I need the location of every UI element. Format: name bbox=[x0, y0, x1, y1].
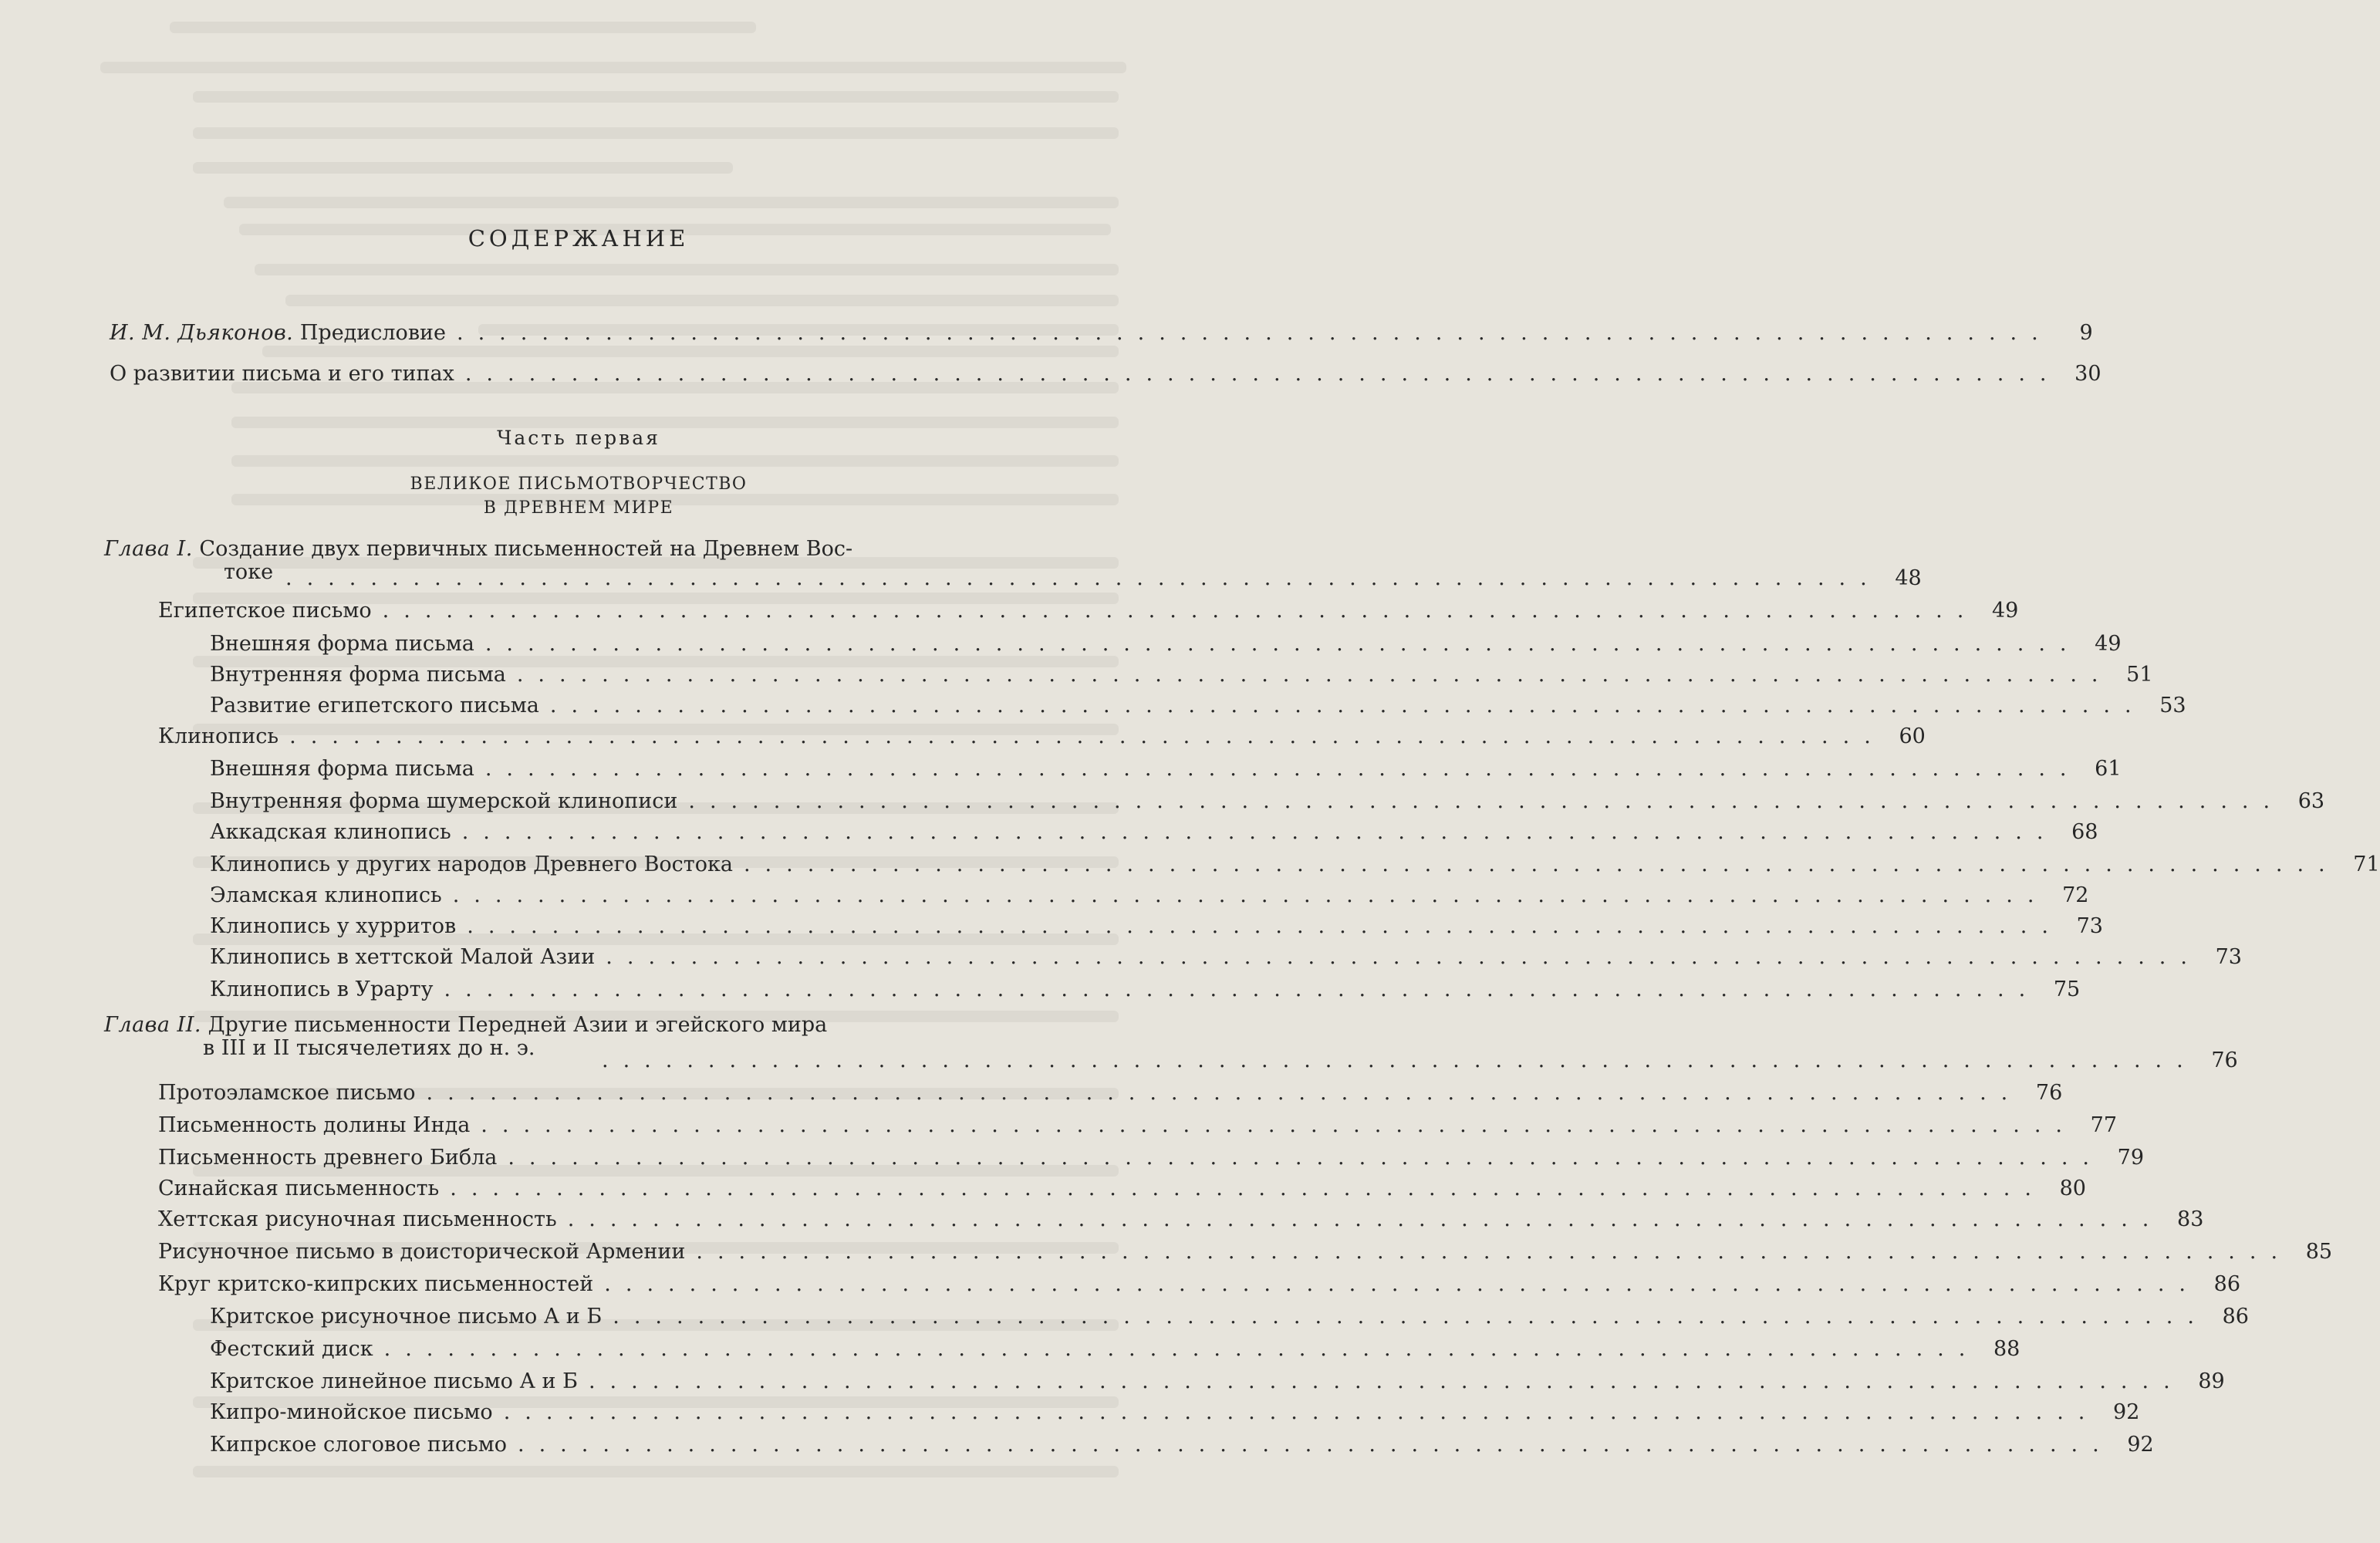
entry-title: Критское линейное письмо А и Б bbox=[210, 1369, 578, 1393]
chapter-title-line2: в III и II тысячелетиях до н. э. bbox=[203, 1036, 535, 1060]
dot-leader: ........................................................................... bbox=[613, 1305, 2209, 1329]
toc-entry bbox=[158, 599, 2019, 623]
entry-title: Кипро-минойское письмо bbox=[210, 1400, 493, 1424]
entry-title: Внешняя форма письма bbox=[210, 757, 474, 781]
toc-entry bbox=[158, 724, 1926, 748]
dot-leader: ........................................................................... bbox=[289, 724, 1885, 748]
dot-leader: ........................................................................... bbox=[503, 1400, 2100, 1424]
toc-entry bbox=[210, 1400, 2140, 1424]
page-number: 88 bbox=[1993, 1337, 2020, 1361]
page-number: 71 bbox=[2353, 853, 2380, 876]
toc-entry bbox=[210, 883, 2089, 907]
chapter-title-line1: Создание двух первичных письменностей на Древнем Вос- bbox=[199, 537, 853, 561]
page-number: 49 bbox=[1992, 599, 2019, 623]
page-number: 73 bbox=[2076, 914, 2103, 938]
dot-leader: ........................................................................... bbox=[588, 1369, 2185, 1393]
dot-leader: ........................................................................... bbox=[481, 1113, 2077, 1137]
toc-entry bbox=[210, 663, 2153, 687]
dot-leader: ........................................................................... bbox=[382, 599, 1979, 623]
entry-title: Внутренняя форма шумерской клинописи bbox=[210, 789, 678, 813]
page-number: 53 bbox=[2159, 694, 2186, 717]
page-heading: СОДЕРЖАНИЕ bbox=[468, 225, 690, 252]
page-number: 72 bbox=[2062, 883, 2089, 907]
page-number: 76 bbox=[2211, 1048, 2238, 1072]
part-title-line2: В ДРЕВНЕМ МИРЕ bbox=[483, 498, 674, 518]
entry-title: Письменность древнего Библа bbox=[158, 1146, 498, 1170]
dot-leader: ........................................................................... bbox=[461, 820, 2058, 844]
toc-entry bbox=[158, 1240, 2333, 1264]
entry-title: Клинопись в Урарту bbox=[210, 977, 434, 1001]
chapter-title-line2: токе bbox=[224, 560, 274, 584]
entry-title: Круг критско-кипрских письменностей bbox=[158, 1272, 594, 1296]
entry-title: Фестский диск bbox=[210, 1337, 373, 1361]
dot-leader: ........................................................................... bbox=[606, 945, 2202, 969]
page-number: 9 bbox=[2079, 321, 2093, 345]
toc-entry bbox=[210, 945, 2242, 969]
part-label: Часть первая bbox=[497, 427, 660, 449]
toc-entry bbox=[210, 977, 2081, 1001]
toc-entry bbox=[158, 1177, 2086, 1200]
entry-title: Кипрское слоговое письмо bbox=[210, 1433, 508, 1457]
page-number: 77 bbox=[2090, 1113, 2117, 1137]
page-number: 30 bbox=[2074, 362, 2101, 386]
chapter-prefix: Глава II. bbox=[104, 1013, 201, 1037]
toc-entry bbox=[210, 757, 2122, 781]
entry-title: Эламская клинопись bbox=[210, 883, 442, 907]
toc-chapter-2-page-row bbox=[602, 1048, 2238, 1072]
toc-entry bbox=[210, 789, 2325, 813]
toc-entry bbox=[158, 1146, 2145, 1170]
preface-title: Предисловие bbox=[299, 321, 446, 345]
chapter-prefix: Глава I. bbox=[104, 537, 193, 561]
page-number: 61 bbox=[2095, 757, 2122, 781]
page-number: 49 bbox=[2095, 632, 2122, 656]
toc-entry bbox=[158, 1081, 2063, 1105]
toc-entry bbox=[210, 914, 2103, 938]
dot-leader: ........................................................................... bbox=[743, 853, 2340, 876]
page-number: 48 bbox=[1895, 566, 1922, 590]
toc-entry bbox=[210, 853, 2380, 876]
dot-leader: ........................................................................... bbox=[696, 1240, 2293, 1264]
entry-title: Египетское письмо bbox=[158, 599, 372, 623]
dot-leader: ........................................................................... bbox=[484, 632, 2081, 656]
dot-leader: ........................................................................... bbox=[508, 1146, 2105, 1170]
toc-entry bbox=[210, 820, 2098, 844]
entry-title: Рисуночное письмо в доисторической Армении bbox=[158, 1240, 686, 1264]
page-number: 63 bbox=[2297, 789, 2325, 813]
toc-entry-intro bbox=[110, 362, 2101, 386]
entry-title: Письменность долины Инда bbox=[158, 1113, 471, 1137]
page-number: 86 bbox=[2213, 1272, 2240, 1296]
toc-entry bbox=[158, 1272, 2240, 1296]
dot-leader: ........................................................................... bbox=[467, 914, 2063, 938]
toc-entry bbox=[210, 1337, 2020, 1361]
dot-leader: ........................................................................... bbox=[518, 1433, 2114, 1457]
page-number: 80 bbox=[2059, 1177, 2086, 1200]
dot-leader: ........................................................................... bbox=[285, 566, 1882, 590]
toc-entry bbox=[210, 694, 2186, 717]
dot-leader: ........................................................................... bbox=[457, 321, 2053, 345]
page-number: 60 bbox=[1899, 724, 1926, 748]
dot-leader: ........................................................................... bbox=[464, 362, 2061, 386]
toc-entry bbox=[210, 1369, 2225, 1393]
dot-leader: ........................................................................... bbox=[484, 757, 2081, 781]
page-number: 76 bbox=[2035, 1081, 2063, 1105]
entry-title: Клинопись в хеттской Малой Азии bbox=[210, 945, 596, 969]
page-number: 92 bbox=[2127, 1433, 2154, 1457]
entry-title: Внешняя форма письма bbox=[210, 632, 474, 656]
page-number: 89 bbox=[2198, 1369, 2225, 1393]
preface-author: И. М. Дьяконов. bbox=[110, 321, 294, 345]
dot-leader: ........................................................................... bbox=[383, 1337, 1980, 1361]
toc-chapter-1-page-row bbox=[285, 566, 1922, 590]
entry-title: Клинопись bbox=[158, 724, 279, 748]
entry-title: О развитии письма и его типах bbox=[110, 362, 454, 386]
entry-title: Развитие египетского письма bbox=[210, 694, 539, 717]
toc-entry bbox=[210, 1305, 2249, 1329]
chapter-title-line1: Другие письменности Передней Азии и эгейского мира bbox=[208, 1013, 828, 1037]
entry-title: Внутренняя форма письма bbox=[210, 663, 506, 687]
page-number: 85 bbox=[2305, 1240, 2333, 1264]
entry-title: Аккадская клинопись bbox=[210, 820, 451, 844]
dot-leader: ........................................................................... bbox=[604, 1272, 2200, 1296]
entry-title: Хеттская рисуночная письменность bbox=[158, 1207, 557, 1231]
entry-title: Клинопись у других народов Древнего Востока bbox=[210, 853, 733, 876]
dot-leader: ........................................................................... bbox=[602, 1048, 2198, 1072]
dot-leader: ........................................................................... bbox=[444, 977, 2041, 1001]
entry-title: Протоэламское письмо bbox=[158, 1081, 416, 1105]
toc-entry bbox=[158, 1113, 2117, 1137]
page-number: 92 bbox=[2113, 1400, 2140, 1424]
entry-title: Клинопись у хурритов bbox=[210, 914, 457, 938]
part-title-line1: ВЕЛИКОЕ ПИСЬМОТВОРЧЕСТВО bbox=[410, 474, 748, 494]
dot-leader: ........................................................................... bbox=[567, 1207, 2164, 1231]
dot-leader: ........................................................................... bbox=[516, 663, 2113, 687]
toc-entry bbox=[210, 1433, 2154, 1457]
page-number: 51 bbox=[2126, 663, 2153, 687]
dot-leader: ........................................................................... bbox=[688, 789, 2285, 813]
toc-entry-preface bbox=[110, 321, 2093, 345]
dot-leader: ........................................................................... bbox=[452, 883, 2049, 907]
page-number: 86 bbox=[2222, 1305, 2249, 1329]
entry-title: Синайская письменность bbox=[158, 1177, 440, 1200]
dot-leader: ........................................................................... bbox=[549, 694, 2146, 717]
page-number: 73 bbox=[2215, 945, 2242, 969]
page-number: 75 bbox=[2053, 977, 2081, 1001]
page-number: 79 bbox=[2117, 1146, 2145, 1170]
dot-leader: ........................................................................... bbox=[450, 1177, 2046, 1200]
page-number: 83 bbox=[2177, 1207, 2204, 1231]
toc-entry bbox=[158, 1207, 2204, 1231]
dot-leader: ........................................................................... bbox=[426, 1081, 2023, 1105]
toc-entry bbox=[210, 632, 2122, 656]
entry-title: Критское рисуночное письмо А и Б bbox=[210, 1305, 603, 1329]
page-number: 68 bbox=[2071, 820, 2098, 844]
